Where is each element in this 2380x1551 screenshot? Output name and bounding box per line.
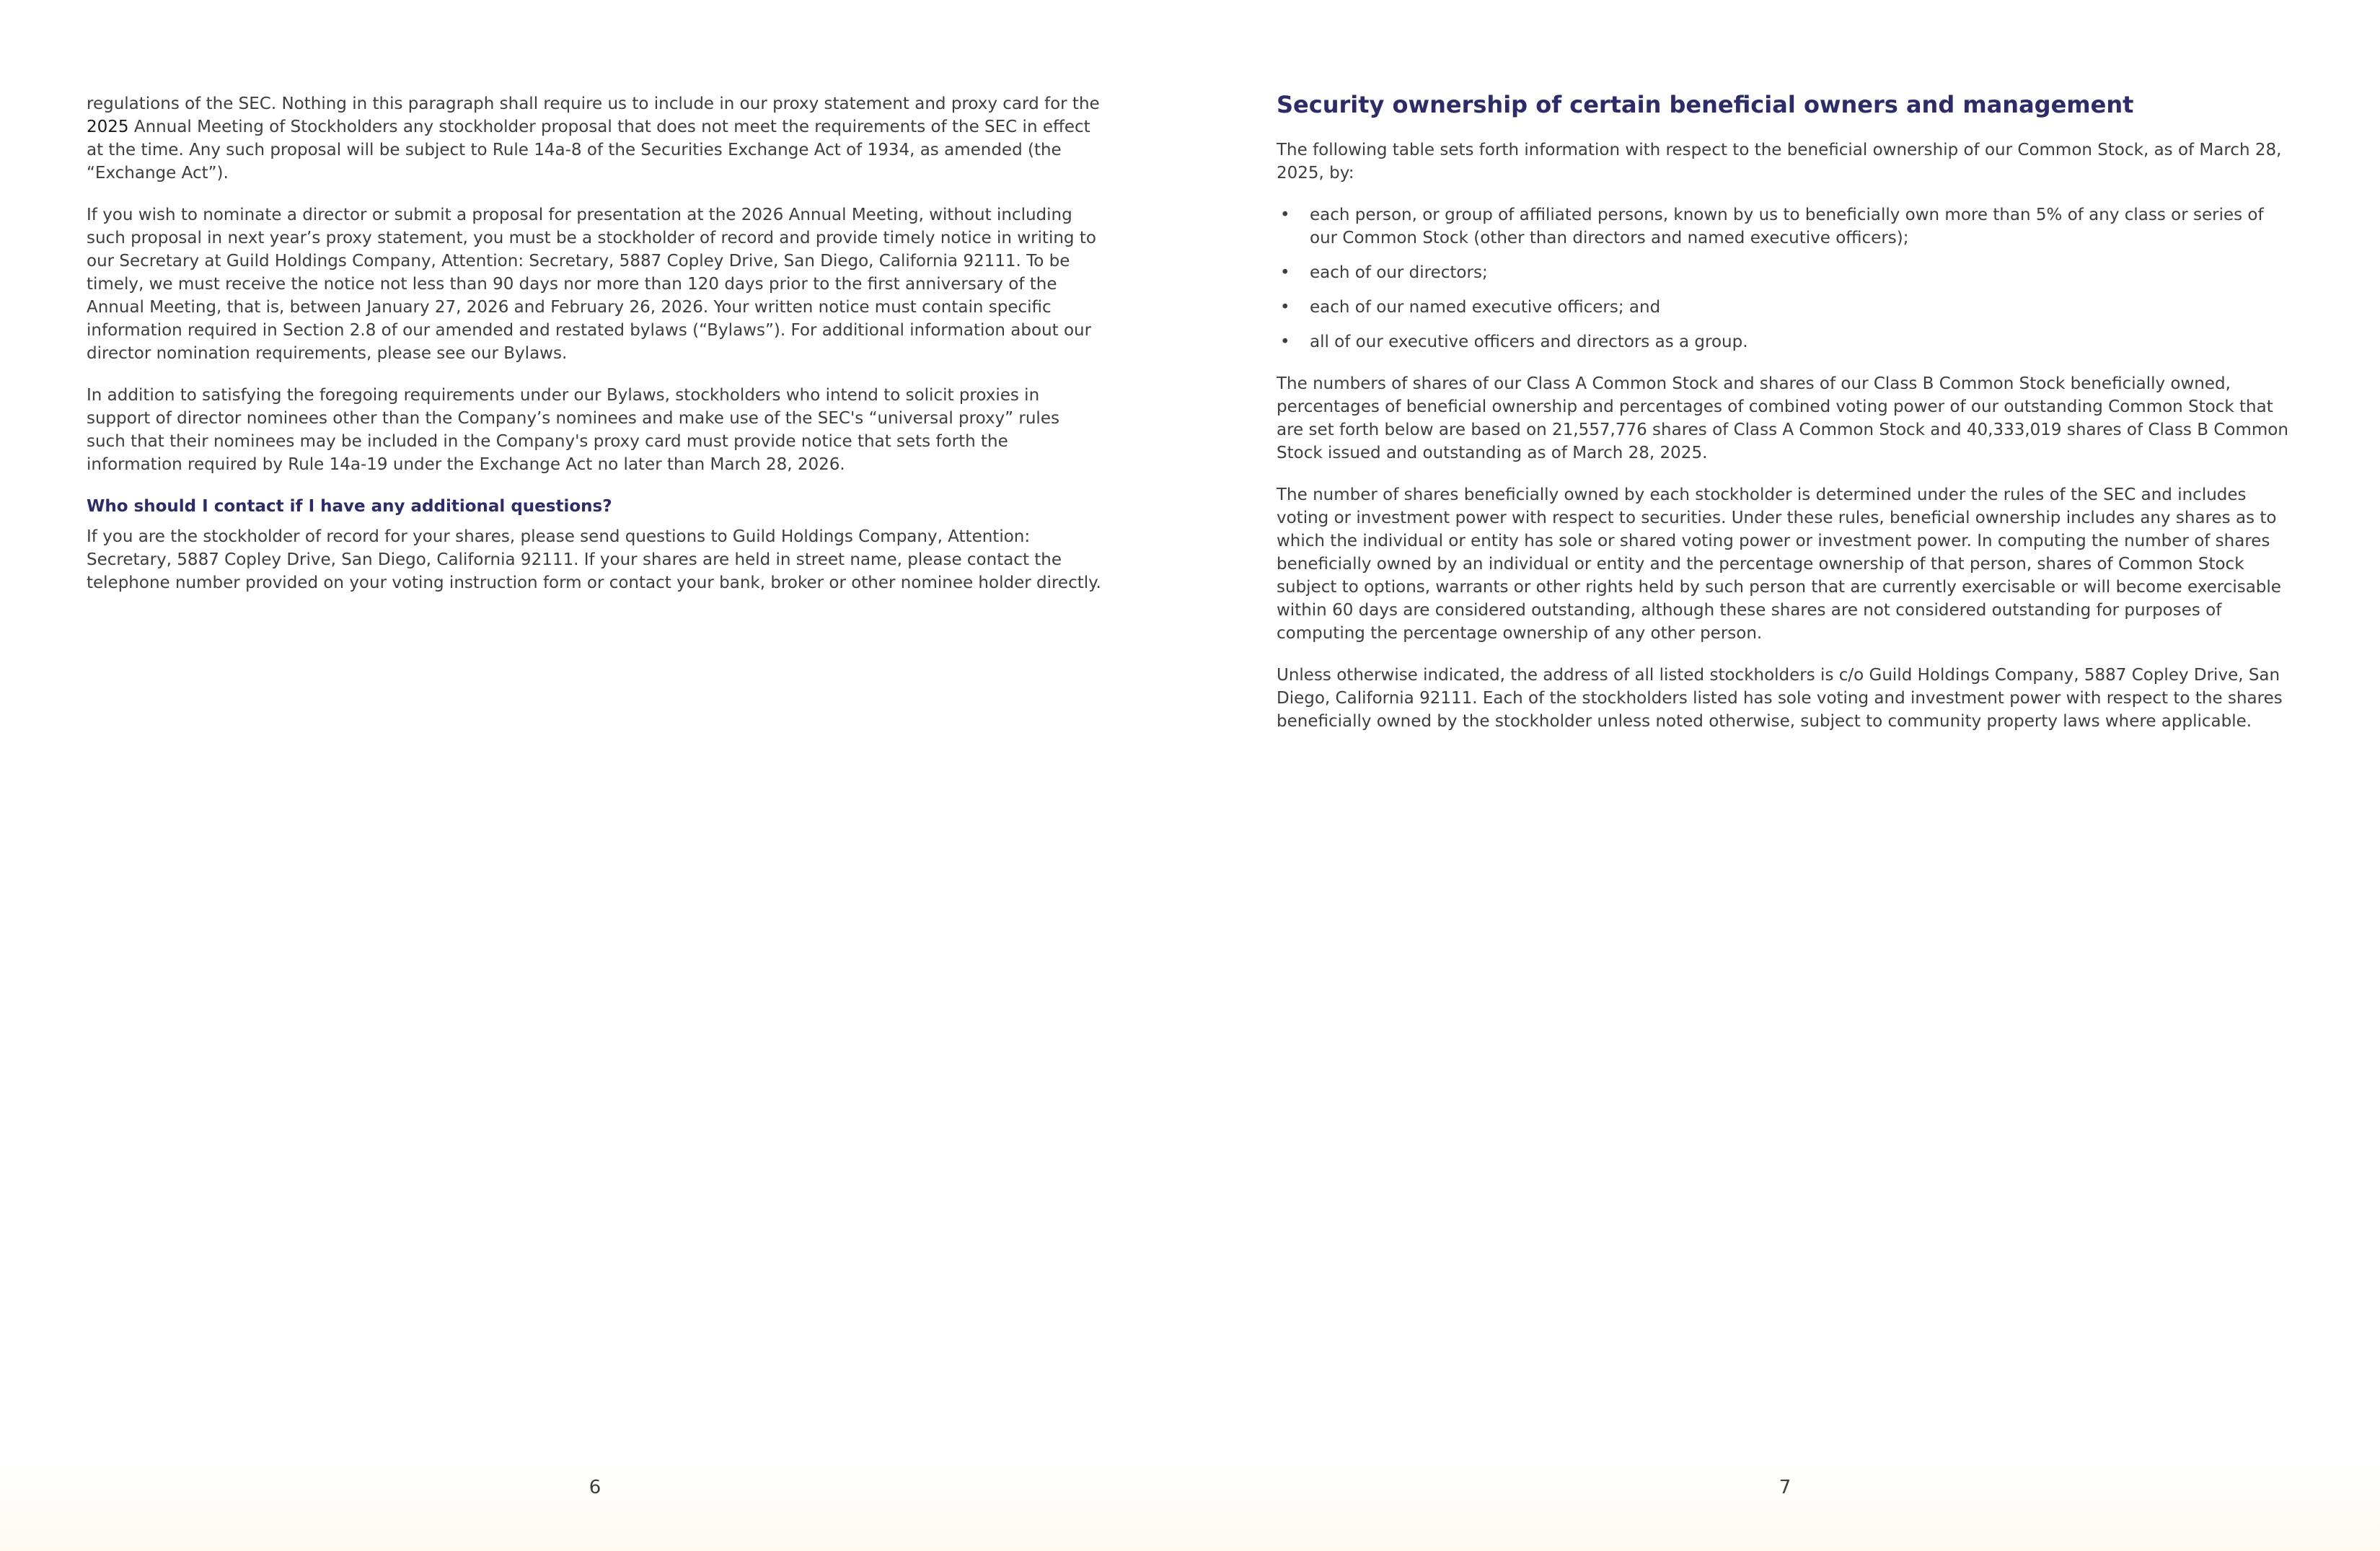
paragraph-intro-beneficial-ownership: The following table sets forth information with respect to the beneficial ownership of our Common Stock, as of March 28, 2025, by: <box>1277 141 2282 183</box>
beneficial-owner-bullet-list <box>1277 203 2293 353</box>
bullet-icon: • <box>1280 206 1290 224</box>
paragraph-universal-proxy: In addition to satisfying the foregoing requirements under our Bylaws, stockholders who intend to solicit proxies in support of director nominees other than the Company’s nominees and make use of the SEC's “universal proxy” rules such that their nominees may be included in the Company's proxy card must provide notice that sets forth the information required by Rule 14a-19 under the Exchange Act no later than March 28, 2026. <box>87 386 1059 474</box>
paragraph-text-before-year: regulations of the SEC. Nothing in this paragraph shall require us to include in our proxy statement and proxy card for the <box>87 95 1100 113</box>
bullet-text-directors: each of our directors; <box>1310 263 1488 282</box>
bullet-icon: • <box>1280 263 1290 282</box>
list-item-officers-directors-group <box>1277 330 2293 353</box>
paragraph-stockholder-address: Unless otherwise indicated, the address of all listed stockholders is c/o Guild Holdings Company, 5887 Copley Drive, San Diego, California 92111. Each of the stockholders listed has sole voting and investment power with respect to the shares beneficially owned by the stockholder unless noted otherwise, subject to community property laws where applicable. <box>1277 666 2283 731</box>
bullet-text-named-executive-officers: each of our named executive officers; and <box>1310 298 1661 317</box>
heading-additional-questions: Who should I contact if I have any additional questions? <box>87 497 612 516</box>
bullet-text-officers-directors-group: all of our executive officers and directors as a group. <box>1310 333 1748 351</box>
list-item-5-percent-owners <box>1277 203 2293 250</box>
paragraph-stockholder-proposals <box>87 92 1103 185</box>
bullet-text-5-percent-owners: each person, or group of affiliated persons, known by us to beneficially own more than 5% of any class or series of our Common Stock (other than directors and named executive officers); <box>1310 206 2264 247</box>
paragraph-director-nomination: If you wish to nominate a director or submit a proposal for presentation at the 2026 Annual Meeting, without including such proposal in next year’s proxy statement, you must be a stockholder of record and provide timely notice in writing to our Secretary at Guild Holdings Company, Attention: Secretary, 5887 Copley Drive, San Diego, California 92111. To be timely, we must receive the notice not less than 90 days nor more than 120 days prior to the first anniversary of the Annual Meeting, that is, between January 27, 2026 and February 26, 2026. Your written notice must contain specific information required in Section 2.8 of our amended and restated bylaws (“Bylaws”). For additional information about our director nomination requirements, please see our Bylaws. <box>87 206 1096 363</box>
bullet-icon: • <box>1280 333 1290 351</box>
page-number-left: 6 <box>589 1477 601 1498</box>
paragraph-share-counts: The numbers of shares of our Class A Common Stock and shares of our Class B Common Stock beneficially owned, percentages of beneficial ownership and percentages of combined voting power of our outstanding Common Stock that are set forth below are based on 21,557,776 shares of Class A Common Stock and 40,333,019 shares of Class B Common Stock issued and outstanding as of March 28, 2025. <box>1277 374 2288 462</box>
page-7 <box>1190 0 2380 1551</box>
heading-security-ownership: Security ownership of certain beneficial owners and management <box>1277 91 2134 118</box>
paragraph-sec-rules: The number of shares beneficially owned by each stockholder is determined under the rules of the SEC and includes voting or investment power with respect to securities. Under these rules, beneficial ownership includes any shares as to which the individual or entity has sole or shared voting power or investment power. In computing the number of shares beneficially owned by an individual or entity and the percentage ownership of that person, shares of Common Stock subject to options, warrants or other rights held by such person that are currently exercisable or will become exercisable within 60 days are considered outstanding, although these shares are not considered outstanding for purposes of computing the percentage ownership of any other person. <box>1277 485 2281 643</box>
year-2025-emphasis: 2025 <box>87 118 129 136</box>
bullet-icon: • <box>1280 298 1290 317</box>
paragraph-text-after-year: Annual Meeting of Stockholders any stockholder proposal that does not meet the requirements of the SEC in effect at the time. Any such proposal will be subject to Rule 14a-8 of the Securities Exchange Act of 1934, as amended (the “Exchange Act”). <box>87 118 1090 183</box>
paragraph-contact-info: If you are the stockholder of record for your shares, please send questions to Guild Holdings Company, Attention: Secretary, 5887 Copley Drive, San Diego, California 92111. If your shares are held in street name, please contact the telephone number provided on your voting instruction form or contact your bank, broker or other nominee holder directly. <box>87 527 1101 592</box>
list-item-named-executive-officers <box>1277 296 2293 319</box>
list-item-directors <box>1277 261 2293 284</box>
page-number-right: 7 <box>1779 1477 1791 1498</box>
